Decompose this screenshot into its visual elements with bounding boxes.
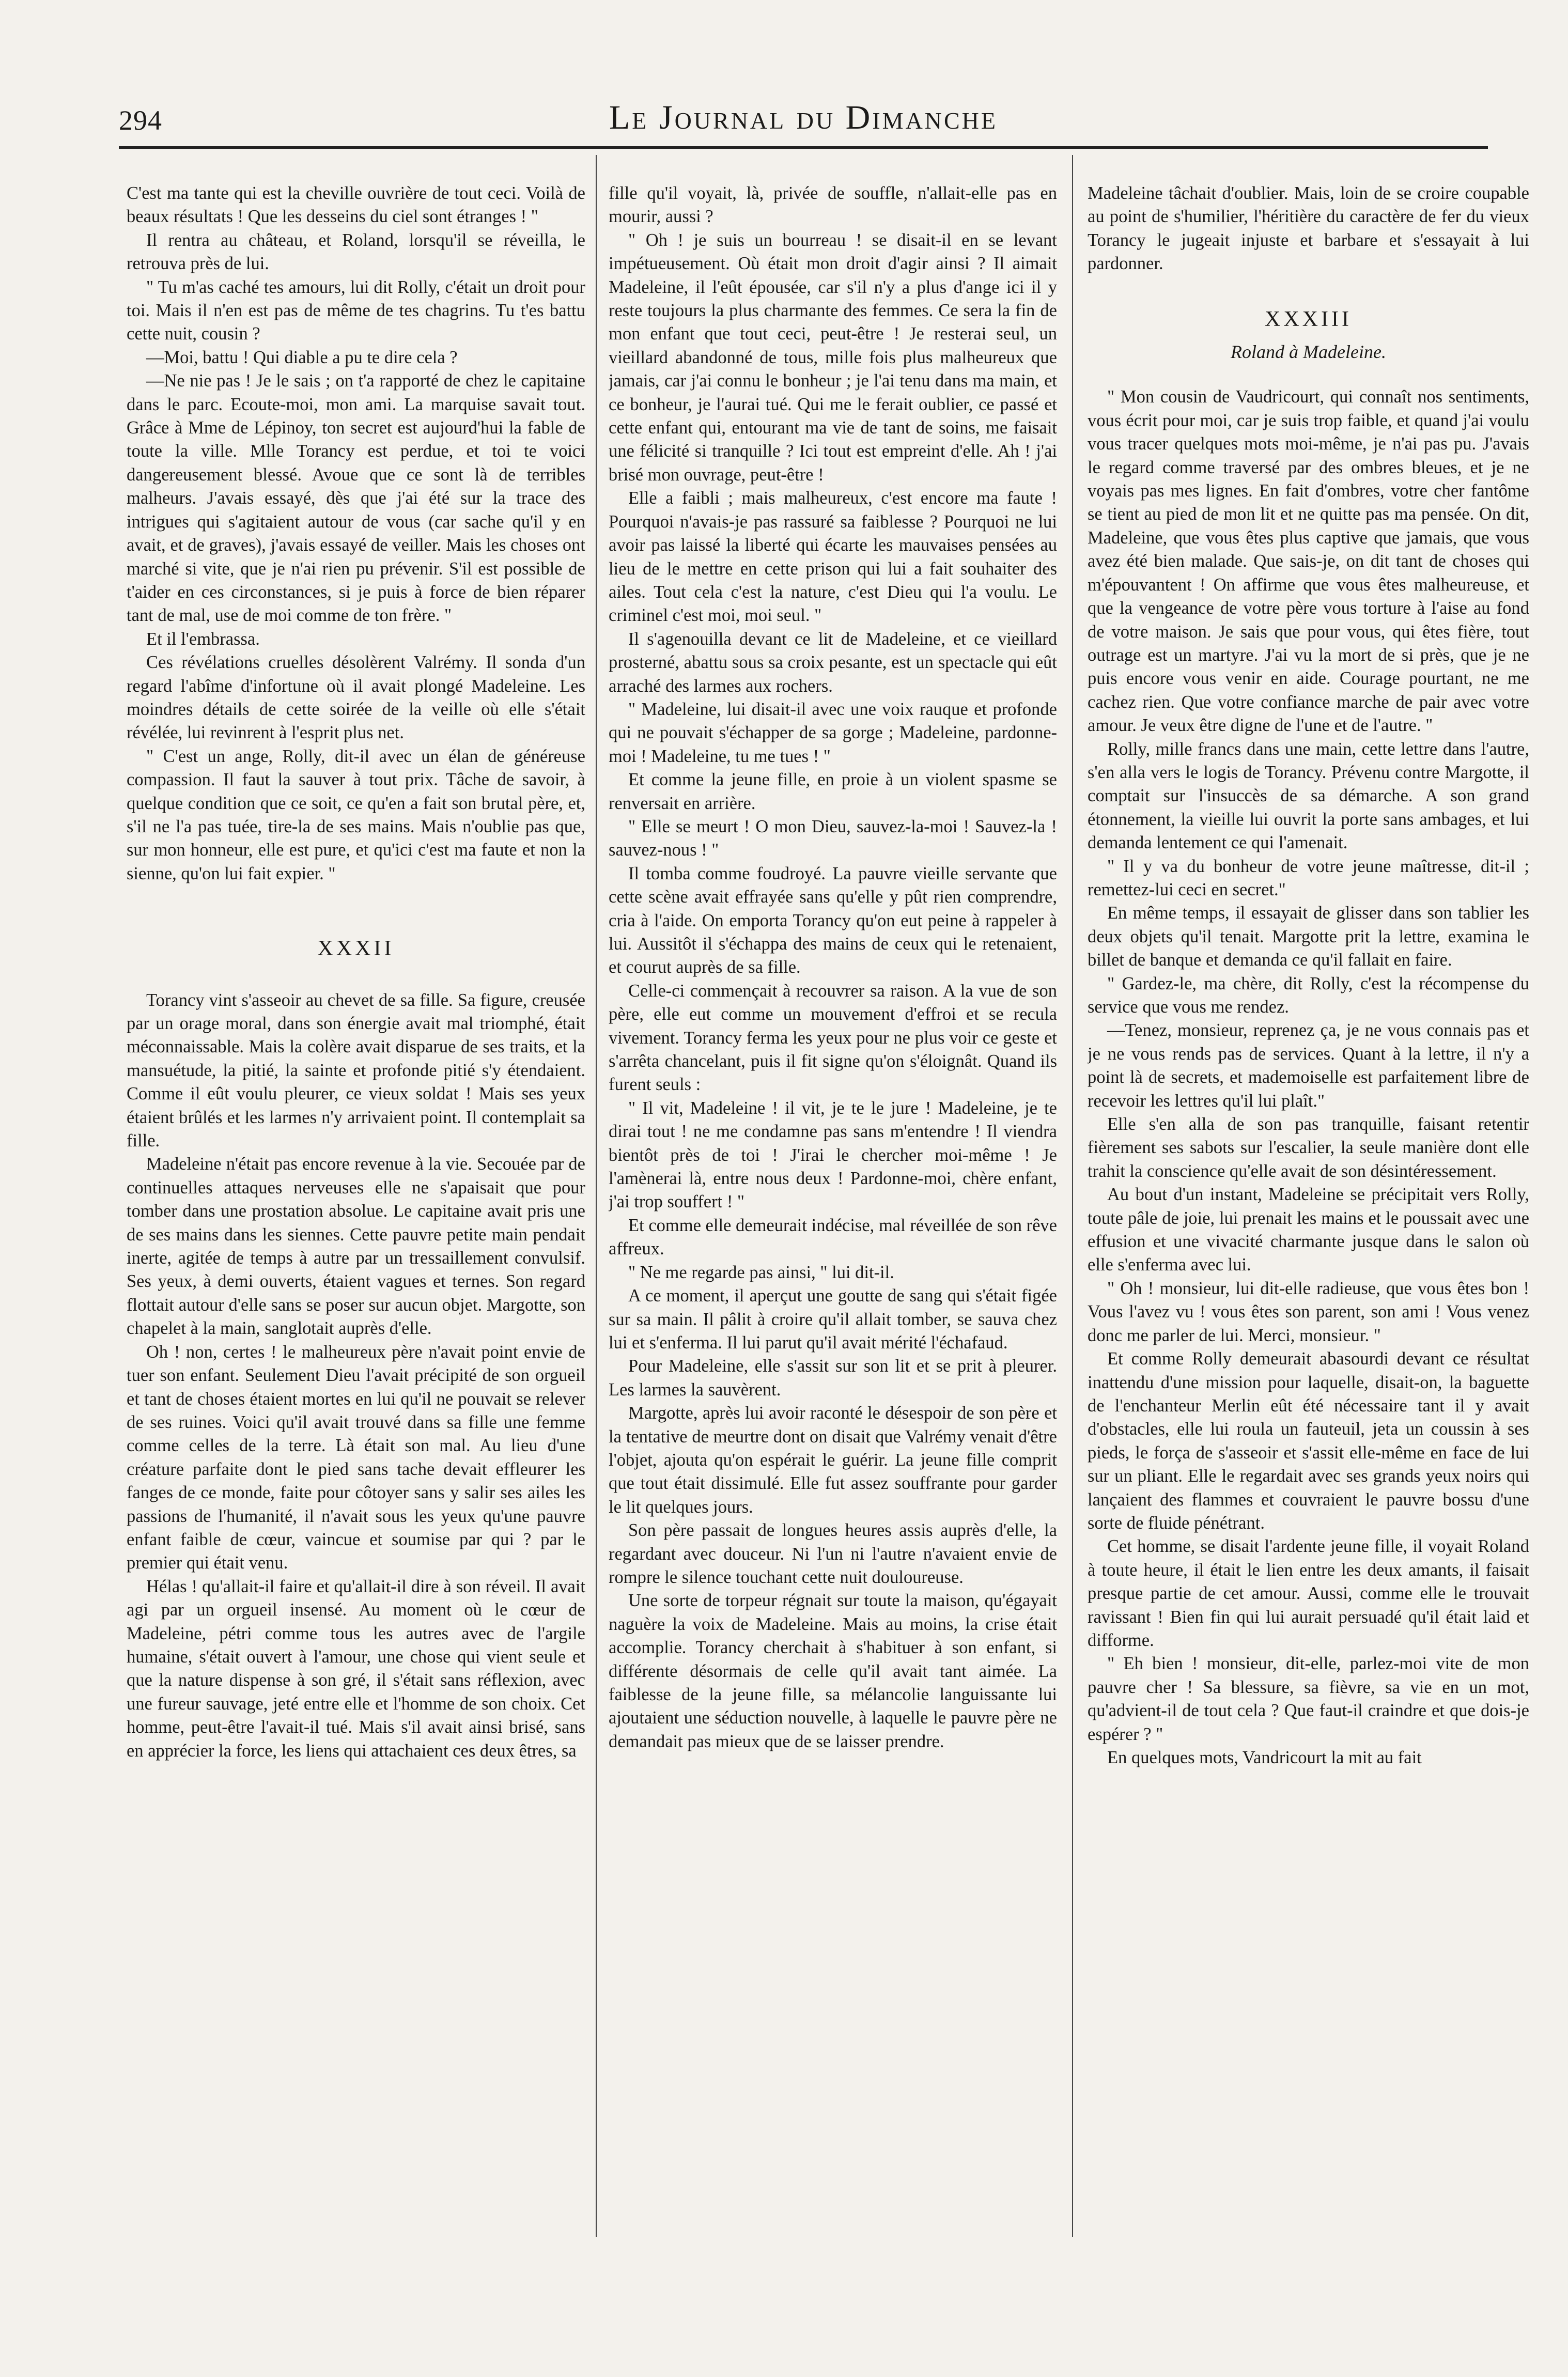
paragraph: Celle-ci commençait à recouvrer sa raison. A la vue de son père, elle eut comme un mouvement d'effroi et se recula vivement. Torancy ferma les yeux pour ne plus voir ce geste et s'arrêta chancelant, puis il fit signe qu'on s'éloignât. Quand ils furent seuls : xyxy=(609,981,1057,1095)
paragraph: Il s'agenouilla devant ce lit de Madeleine, et ce vieillard prosterné, abattu sous sa croix pesante, est un spectacle qui eût arraché des larmes aux rochers. xyxy=(609,629,1057,696)
paragraph: —Moi, battu ! Qui diable a pu te dire cela ? xyxy=(146,347,458,367)
column-divider-1 xyxy=(596,155,597,2237)
column-divider-2 xyxy=(1072,155,1073,2237)
paragraph: Son père passait de longues heures assis auprès d'elle, la regardant avec douceur. Ni l'un ni l'autre n'avaient envie de rompre le silence touchant cette nuit douloureuse. xyxy=(609,1520,1057,1587)
paragraph: Cet homme, se disait l'ardente jeune fille, il voyait Roland à toute heure, il était le lien entre les deux amants, il faisait presque partie de cet amour. Aussi, comme elle le trouvait ravissant ! Bien fin qui lui aurait persuadé qu'il était laid et difforme. xyxy=(1088,1536,1529,1650)
paragraph: C'est ma tante qui est la cheville ouvrière de tout ceci. Voilà de beaux résultats ! Que les desseins du ciel sont étranges ! " xyxy=(127,183,585,227)
paragraph: Hélas ! qu'allait-il faire et qu'allait-il dire à son réveil. Il avait agi par un orgueil insensé. Au moment où le cœur de Madeleine, pétri comme tous les autres avec de l'argile humaine, s'était ouvert à l'amour, une chose qui vient seule et que la nature dispense à son gré, il s'était sans réflexion, avec une fureur sauvage, jeté entre elle et l'homme de son choix. Cet homme, peut-être l'avait-il tué. Mais s'il avait ainsi brisé, sans en apprécier la force, les liens qui attachaient ces deux êtres, sa xyxy=(127,1576,585,1761)
text-column-3 xyxy=(1088,182,1529,2254)
paragraph: Et comme la jeune fille, en proie à un violent spasme se renversait en arrière. xyxy=(609,770,1057,813)
chapter-heading-xxxii: XXXII xyxy=(317,937,395,961)
paragraph: Une sorte de torpeur régnait sur toute la maison, qu'égayait naguère la voix de Madeleine. Mais au moins, la crise était accomplie. Torancy cherchait à s'habituer à son enfant, si différente désormais de celle qu'il avait tant aimée. La faiblesse de la jeune fille, sa mélancolie languissante lui ajoutaient une séduction nouvelle, à laquelle le pauvre père ne demandait pas mieux que de se laisser prendre. xyxy=(609,1591,1057,1751)
paragraph: Madeleine tâchait d'oublier. Mais, loin de se croire coupable au point de s'humilier, l'héritière du caractère de fer du vieux Torancy le jugeait injuste et barbare et s'essayait à lui pardonner. xyxy=(1088,183,1529,274)
paragraph: " Il y va du bonheur de votre jeune maîtresse, dit-il ; remettez-lui ceci en secret." xyxy=(1088,856,1529,899)
text-column-1 xyxy=(127,182,585,2254)
paragraph: " Mon cousin de Vaudricourt, qui connaît nos sentiments, vous écrit pour moi, car je suis trop faible, et quand j'ai voulu vous tracer quelques mots moi-même, je n'ai pas pu. J'avais le regard comme traversé par des ombres bleues, et je ne voyais pas mes lignes. En fait d'ombres, votre cher fantôme se tient au pied de mon lit et ne quitte pas ma pensée. On dit, Madeleine, que vous êtes plus captive que jamais, que vous avez été bien malade. Que sais-je, on dit tant de choses qui m'épouvantent ! On affirme que vous êtes malheureuse, et que la vengeance de votre père vous torture à l'aise au fond de votre maison. Je sais que pour vous, qui êtes fière, tout outrage est un martyre. J'ai vu la mort de si près, que je ne puis encore vous venir en aide. Courage pourtant, ne me cachez rien. Que votre confiance marche de pair avec votre amour. Je veux être digne de l'une et de l'autre. " xyxy=(1088,387,1529,736)
text-column-2 xyxy=(609,182,1057,2254)
paragraph: Pour Madeleine, elle s'assit sur son lit et se prit à pleurer. Les larmes la sauvèrent. xyxy=(609,1356,1057,1400)
chapter-subtitle: Roland à Madeleine. xyxy=(1231,341,1386,363)
paragraph: Elle a faibli ; mais malheureux, c'est encore ma faute ! Pourquoi n'avais-je pas rassuré sa faiblesse ? Pourquoi ne lui avoir pas laissé la liberté qui écarte les mauvaises pensées au lieu de le mettre en cette prison qui lui a fait souhaiter des ailes. Tout cela c'est la nature, c'est Dieu qui l'a voulu. Le criminel c'est moi, moi seul. " xyxy=(609,488,1057,626)
paragraph: Rolly, mille francs dans une main, cette lettre dans l'autre, s'en alla vers le logis de Torancy. Prévenu contre Margotte, il comptait sur l'insuccès de sa démarche. A son grand étonnement, la vieille lui ouvrit la porte sans ambages, et lui demanda lentement ce qui l'amenait. xyxy=(1088,739,1529,853)
paragraph: " C'est un ange, Rolly, dit-il avec un élan de généreuse compassion. Il faut la sauver à tout prix. Tâche de savoir, à quelque condition que ce soit, ce qu'en a fait son brutal père, et, s'il ne l'a pas tuée, tire-la de ses mains. Mais n'oublie pas que, sur mon honneur, elle est pure, et qu'ici c'est ma faute et non la sienne, qu'on lui fait expier. " xyxy=(127,746,585,883)
paragraph: Il rentra au château, et Roland, lorsqu'il se réveilla, le retrouva près de lui. xyxy=(127,230,585,274)
paragraph: —Tenez, monsieur, reprenez ça, je ne vous connais pas et je ne vous rends pas de services. Quant à la lettre, il n'y a point là de secrets, et mademoiselle est parfaitement libre de recevoir les lettres qu'il lui plaît." xyxy=(1088,1020,1529,1111)
paragraph: Elle s'en alla de son pas tranquille, faisant retentir fièrement ses sabots sur l'escalier, la seule manière dont elle trahit la conscience qu'elle avait de son désintéressement. xyxy=(1088,1114,1529,1181)
paragraph: Et comme elle demeurait indécise, mal réveillée de son rêve affreux. xyxy=(609,1215,1057,1259)
paragraph: Au bout d'un instant, Madeleine se précipitait vers Rolly, toute pâle de joie, lui prenait les mains et le poussait avec une effusion et une vivacité charmante jusque dans le salon où elle s'enferma avec lui. xyxy=(1088,1185,1529,1275)
paragraph: " Gardez-le, ma chère, dit Rolly, c'est la récompense du service que vous me rendez. xyxy=(1088,973,1529,1017)
paragraph: " Eh bien ! monsieur, dit-elle, parlez-moi vite de mon pauvre cher ! Sa blessure, sa fièvre, sa vie en un mot, qu'advient-il de tout cela ? Que faut-il craindre et que dois-je espérer ? " xyxy=(1088,1654,1529,1744)
paragraph: fille qu'il voyait, là, privée de souffle, n'allait-elle pas en mourir, aussi ? xyxy=(609,183,1057,227)
paragraph: En même temps, il essayait de glisser dans son tablier les deux objets qu'il tenait. Margotte prit la lettre, examina le billet de banque et demanda ce qu'il fallait en faire. xyxy=(1088,903,1529,970)
paragraph: Et comme Rolly demeurait abasourdi devant ce résultat inattendu d'une mission pour laquelle, disait-on, la baguette de l'enchanteur Merlin eût été nécessaire tant il y avait d'obstacles, elle lui roula un fauteuil, jeta un coussin à ses pieds, le força de s'asseoir et s'assit elle-même en face de lui sur un pliant. Elle le regardait avec ses grands yeux noirs qui lançaient des flammes et couvraient le pauvre bossu d'une sorte de fluide pénétrant. xyxy=(1088,1349,1529,1533)
paragraph: " Elle se meurt ! O mon Dieu, sauvez-la-moi ! Sauvez-la ! sauvez-nous ! " xyxy=(609,816,1057,860)
journal-title: Le Journal du Dimanche xyxy=(609,99,998,136)
paragraph: " Madeleine, lui disait-il avec une voix rauque et profonde qui ne pouvait s'échapper de sa gorge ; Madeleine, pardonne-moi ! Madeleine, tu me tues ! " xyxy=(609,699,1057,766)
paragraph: Torancy vint s'asseoir au chevet de sa fille. Sa figure, creusée par un orage moral, dans son énergie avait mal triomphé, était méconnaissable. Mais la colère avait disparue de ses traits, et la mansuétude, la pitié, la sainte et profonde pitié s'y étendaient. Comme il eût voulu pleurer, ce vieux soldat ! Mais ses yeux étaient brûlés et les larmes n'y arrivaient point. Il contemplait sa fille. xyxy=(127,990,585,1151)
header-rule xyxy=(119,146,1488,149)
paragraph: Madeleine n'était pas encore revenue à la vie. Secouée par de continuelles attaques nerveuses elle ne s'apaisait que pour tomber dans une prostation absolue. Le capitaine avait pris une de ses mains dans les siennes. Cette pauvre petite main pendait inerte, agitée de temps à autre par un tressaillement convulsif. Ses yeux, à demi ouverts, étaient vagues et ternes. Son regard flottait autour d'elle sans se poser sur aucun objet. Margotte, son chapelet à la main, sanglotait auprès d'elle. xyxy=(127,1154,585,1339)
paragraph: " Tu m'as caché tes amours, lui dit Rolly, c'était un droit pour toi. Mais il n'en est pas de même de tes chagrins. Tu t'es battu cette nuit, cousin ? xyxy=(127,277,585,344)
chapter-heading-xxxiii: XXXIII xyxy=(1265,307,1352,331)
paragraph: " Ne me regarde pas ainsi, " lui dit-il. xyxy=(628,1262,894,1282)
paragraph: En quelques mots, Vandricourt la mit au fait xyxy=(1107,1748,1422,1767)
paragraph: " Oh ! je suis un bourreau ! se disait-il en se levant impétueusement. Où était mon droit d'agir ainsi ? Il aimait Madeleine, il l'eût épousée, car s'il n'y a plus d'ange ici il y reste toujours la plus charmante des femmes. Ce sera la fin de mon enfant que tout ceci, peut-être ! Je resterai seul, un vieillard abandonné de tous, mille fois plus malheureux que jamais, car j'ai connu le bonheur ; je l'ai tenu dans ma main, et ce bonheur, je l'aurai tué. Qui me le ferait oublier, ce passé et cette enfant qui, entourant ma vie de tant de soins, me faisait une félicité si tranquille ? Ici tout est empreint d'elle. Ah ! j'ai brisé mon ouvrage, peut-être ! xyxy=(609,230,1057,485)
paragraph: Et il l'embrassa. xyxy=(146,629,260,649)
paragraph: A ce moment, il aperçut une goutte de sang qui s'était figée sur sa main. Il pâlit à croire qu'il allait tomber, se sauva chez lui et s'enferma. Il lui parut qu'il avait mérité l'échafaud. xyxy=(609,1286,1057,1353)
page-header xyxy=(119,98,1488,139)
paragraph: Oh ! non, certes ! le malheureux père n'avait point envie de tuer son enfant. Seulement Dieu l'avait précipité de son orgueil et tant de choses étaient mortes en lui qu'il ne pouvait se relever de ses ruines. Voici qu'il avait trouvé dans sa fille une femme comme celles de la terre. Là était son mal. Au lieu d'une créature parfaite dont le pied sans tache devait effleurer les fanges de ce monde, faite pour côtoyer sans y salir ses ailes les passions de l'humanité, il n'avait sous les yeux qu'une pauvre enfant faible de cœur, vaincue et soumise par qui ? par le premier qui était venu. xyxy=(127,1342,585,1573)
paragraph: Ces révélations cruelles désolèrent Valrémy. Il sonda d'un regard l'abîme d'infortune où il avait plongé Madeleine. Les moindres détails de cette soirée de la veille où elle s'était révélée, lui revinrent à l'esprit plus net. xyxy=(127,652,585,743)
paragraph: Margotte, après lui avoir raconté le désespoir de son père et la tentative de meurtre dont on disait que Valrémy venait d'être l'objet, ajouta qu'on espérait le guérir. La jeune fille comprit que tout était dissimulé. Elle fut assez souffrante pour garder le lit quelques jours. xyxy=(609,1403,1057,1517)
paragraph: —Ne nie pas ! Je le sais ; on t'a rapporté de chez le capitaine dans le parc. Ecoute-moi, mon ami. La marquise savait tout. Grâce à Mme de Lépinoy, ton secret est aujourd'hui la fable de toute la ville. Mlle Torancy est perdue, et toi te voici dangereusement blessé. Avoue que ce sont là de terribles malheurs. J'avais essayé, dès que j'ai été sur la trace des intrigues qui s'agitaient autour de vous (car sache qu'il y en avait, et de graves), j'avais essayé de veiller. Mais les choses ont marché si vite, que je n'ai rien pu prévenir. S'il est possible de t'aider en ces circonstances, si je puis à force de bien réparer tant de mal, use de moi comme de ton frère. " xyxy=(127,371,585,626)
paragraph: " Il vit, Madeleine ! il vit, je te le jure ! Madeleine, je te dirai tout ! ne me condamne pas sans m'entendre ! Il viendra bientôt près de toi ! J'irai le chercher moi-même ! Je l'amènerai là, entre nous deux ! Pardonne-moi, chère enfant, j'ai trop souffert ! " xyxy=(609,1098,1057,1212)
paragraph: Il tomba comme foudroyé. La pauvre vieille servante que cette scène avait effrayée sans qu'elle y pût rien comprendre, cria à l'aide. On emporta Torancy qu'on eut peine à rappeler à lui. Aussitôt il s'échappa des mains de ceux qui le retenaient, et courut auprès de sa fille. xyxy=(609,863,1057,977)
page-number: 294 xyxy=(119,105,162,136)
paragraph: " Oh ! monsieur, lui dit-elle radieuse, que vous êtes bon ! Vous l'avez vu ! vous êtes son parent, son ami ! Vous venez donc me parler de lui. Merci, monsieur. " xyxy=(1088,1278,1529,1345)
